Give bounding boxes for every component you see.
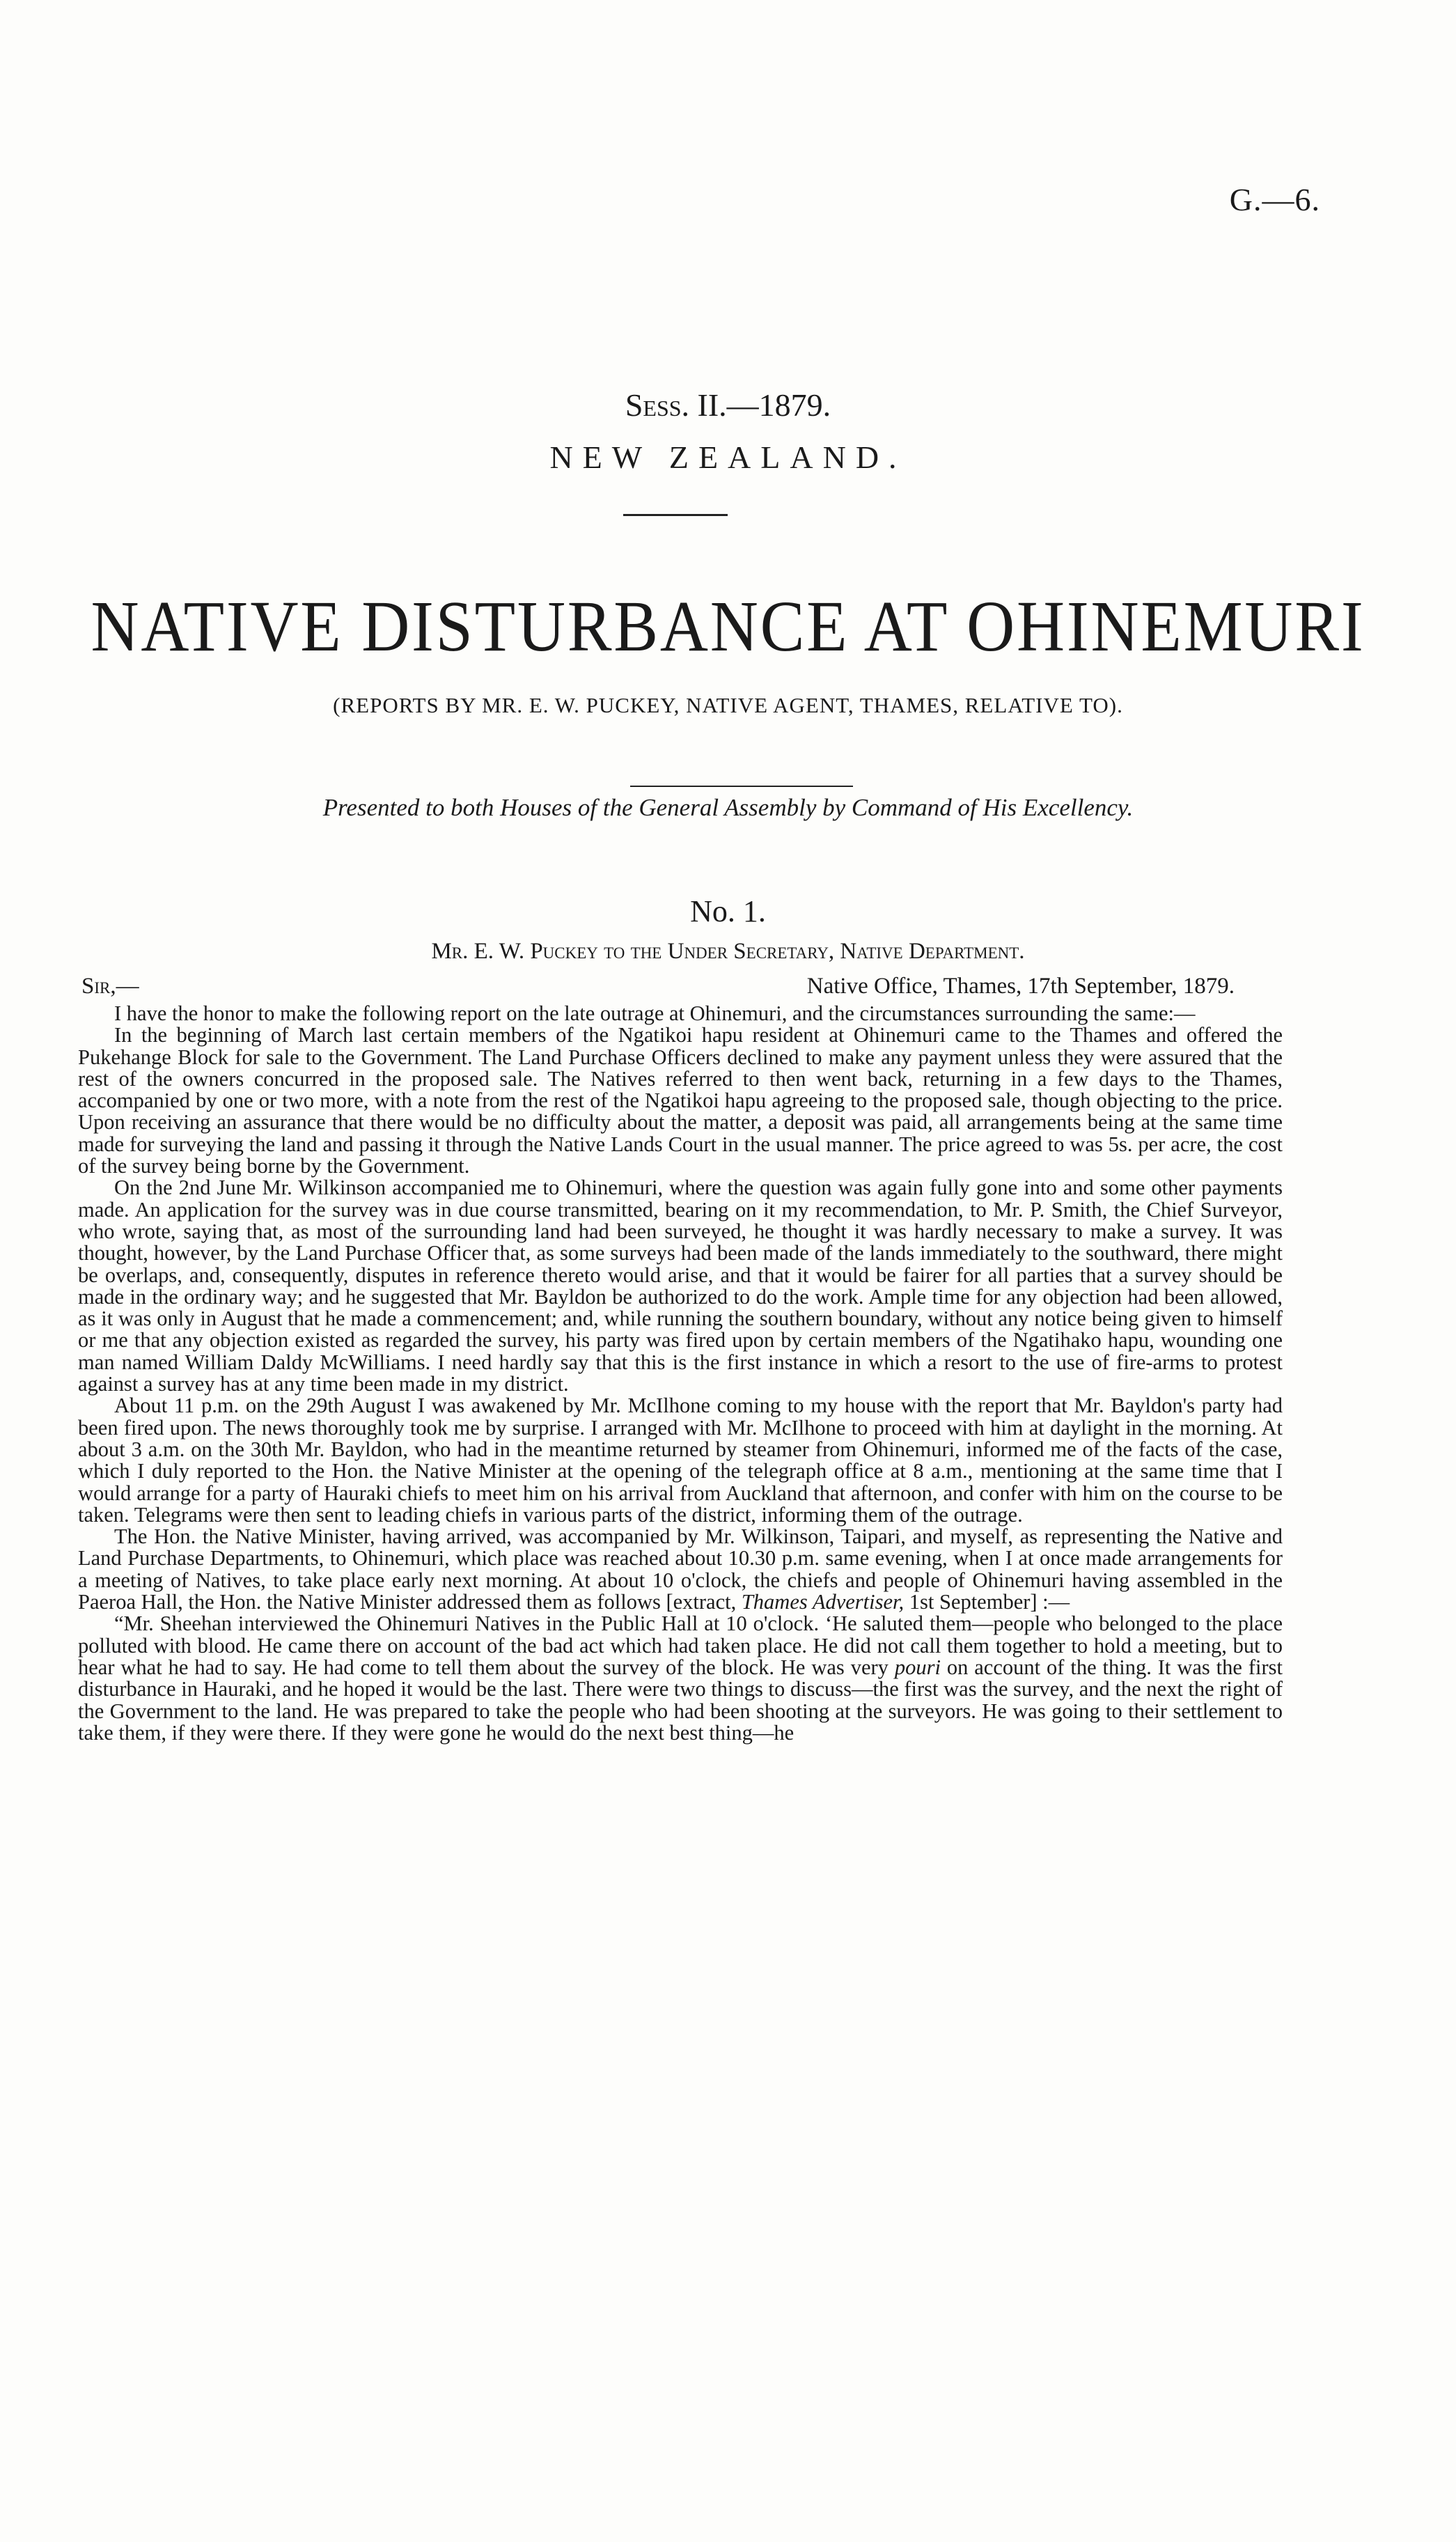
subtitle: (REPORTS BY MR. E. W. PUCKEY, NATIVE AGENT, THAMES, RELATIVE TO). — [333, 693, 1123, 717]
paragraph: On the 2nd June Mr. Wilkinson accompanied me to Ohinemuri, where the question was again fully gone into and some other payments made. An application for the survey was in due course transmitted, bearing on it my recommendation, to Mr. P. Smith, the Chief Surveyor, who wrote, saying that, as most of the surrounding land had been surveyed, he thought it was hardly necessary to make a survey. It was thought, however, by the Land Purchase Officer that, as some surveys had been made of the lands immediately to the southward, there might be overlaps, and, consequently, disputes in reference thereto would arise, and that it would be fairer for all parties that a survey should be made in the ordinary way; and he suggested that Mr. Bayldon be authorized to do the work. Ample time for any objection had been allowed, as it was only in August that he made a commencement; and, while running the southern boundary, without any notice being given to himself or me that any objection existed as regarded the survey, his party was fired upon by certain members of the Ngatihako hapu, wounding one man named William Daldy McWilliams. I need hardly say that this is the first instance in which a resort to the use of fire-arms to protest against a survey has at any time been made in my district. — [78, 1176, 1283, 1396]
presented-line: Presented to both Houses of the General Assembly by Command of His Excellency. — [322, 794, 1134, 821]
citation-source: Thames Advertiser, — [741, 1590, 905, 1614]
country-heading: NEW ZEALAND. — [549, 439, 907, 475]
letter-body — [78, 1003, 1283, 1744]
citation-rest: 1st September] :— — [904, 1590, 1070, 1614]
presented-divider — [630, 786, 853, 787]
page-reference: G.—6. — [1229, 182, 1320, 217]
session-line: Sess. II.—1879. — [625, 387, 831, 423]
main-title: NATIVE DISTURBANCE AT OHINEMURI — [91, 586, 1365, 666]
salutation: Sir,— — [81, 974, 139, 999]
paragraph: The Hon. the Native Minister, having arrived, was accompanied by Mr. Wilkinson, Taipari, and myself, as representing the Native and Land Purchase Departments, to Ohinemuri, which place was reached about 10.30 p.m. same evening, when I at once made arrangements for a meeting of Natives, to take place early next morning. At about 10 o'clock, the chiefs and people of Ohinemuri having assembled in the Paeroa Hall, the Hon. the Native Minister addressed them as follows [extract, Thames Advertiser, 1st September] :— — [78, 1525, 1283, 1614]
paragraph: I have the honor to make the following report on the late outrage at Ohinemuri, and the circumstances surrounding the same:— — [114, 1001, 1196, 1025]
quoted-paragraph: “Mr. Sheehan interviewed the Ohinemuri Natives in the Public Hall at 10 o'clock. ‘He saluted them—people who belonged to the place polluted with blood. He came there on account of the bad act which had taken place. He did not call them together to hold a meeting, but to hear what he had to say. He had come to tell them about the survey of the block. He was very pouri on account of the thing. It was the first disturbance in Hauraki, and he hoped it would be the last. There were two things to discuss—the first was the survey, and the next the right of the Government to the land. He was prepared to take the people who had been shooting at the surveyors. He was going to their settlement to take them, if they were there. If they were gone he would do the next best thing—he — [78, 1612, 1283, 1745]
paragraph: In the beginning of March last certain members of the Ngatikoi hapu resident at Ohinemuri came to the Thames and offered the Pukehange Block for sale to the Government. The Land Purchase Officers declined to make any payment unless they were assured that the rest of the owners concurred in the proposed sale. The Natives referred to then went back, returning in a few days to the Thames, accompanied by one or two more, with a note from the rest of the Ngatikoi hapu agreeing to the proposed sale, though objecting to the price. Upon receiving an assurance that there would be no difficulty about the matter, a deposit was paid, all arrangements being at the same time made for surveying the land and passing it through the Native Lands Court in the usual manner. The price agreed to was 5s. per acre, the cost of the survey being borne by the Government. — [78, 1023, 1283, 1178]
maori-word: pouri — [894, 1655, 941, 1679]
document-heading: Mr. E. W. Puckey to the Under Secretary, Native Department. — [431, 939, 1025, 964]
title-divider — [623, 514, 728, 516]
document-number: No. 1. — [690, 894, 766, 928]
dateline: Native Office, Thames, 17th September, 1879. — [806, 974, 1235, 999]
paragraph: About 11 p.m. on the 29th August I was awakened by Mr. McIlhone coming to my house with the report that Mr. Bayldon's party had been fired upon. The news thoroughly took me by surprise. I arranged with Mr. McIlhone to proceed with him at daylight in the morning. At about 3 a.m. on the 30th Mr. Bayldon, who had in the meantime returned by steamer from Ohinemuri, informed me of the facts of the case, which I duly reported to the Hon. the Native Minister at the opening of the telegraph office at 8 a.m., mentioning at the same time that I would arrange for a party of Hauraki chiefs to meet him on his arrival from Auckland that afternoon, and confer with him on the course to be taken. Telegrams were then sent to leading chiefs in various parts of the district, informing them of the outrage. — [78, 1394, 1283, 1527]
